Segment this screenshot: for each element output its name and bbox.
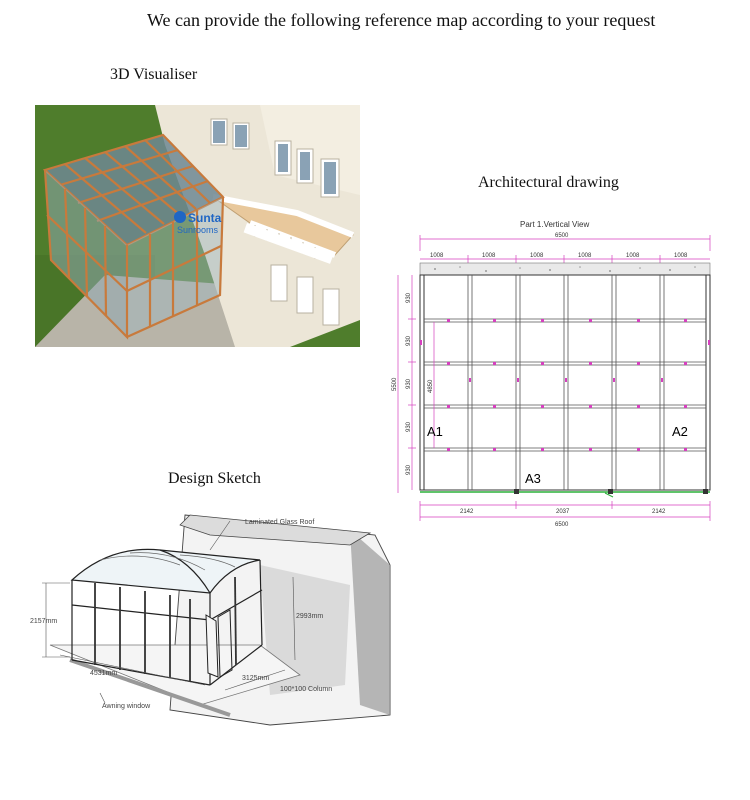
logo-brand: Sunta bbox=[188, 211, 222, 225]
top-module: 1008 bbox=[674, 253, 688, 259]
bottom-segment: 2142 bbox=[652, 509, 666, 515]
roof-note: Laminated Glass Roof bbox=[245, 519, 315, 526]
visualiser-label: 3D Visualiser bbox=[110, 66, 198, 83]
row-dim: 930 bbox=[406, 335, 412, 346]
awning-note: Awning window bbox=[102, 703, 151, 710]
row-dim: 930 bbox=[406, 292, 412, 303]
top-module: 1008 bbox=[578, 253, 592, 259]
architectural-drawing bbox=[390, 215, 725, 530]
overall-width: 6500 bbox=[555, 233, 569, 239]
bottom-segment: 2142 bbox=[460, 509, 474, 515]
mark-a1: A1 bbox=[427, 424, 443, 439]
sunta-logo-icon bbox=[174, 211, 186, 223]
sketch-label: Design Sketch bbox=[168, 470, 261, 487]
bottom-total: 6500 bbox=[555, 522, 569, 528]
inner-height: 4850 bbox=[428, 379, 434, 393]
height-left: 2157mm bbox=[30, 618, 58, 625]
row-dim: 930 bbox=[406, 421, 412, 432]
length-dim: 4531mm bbox=[90, 670, 118, 677]
top-module: 1008 bbox=[626, 253, 640, 259]
row-dim: 930 bbox=[406, 378, 412, 389]
mark-a2: A2 bbox=[672, 424, 688, 439]
width-dim: 3125mm bbox=[242, 675, 270, 682]
visualiser-render bbox=[35, 105, 360, 347]
height-right: 2993mm bbox=[296, 613, 324, 620]
logo-sub: Sunrooms bbox=[177, 225, 219, 235]
page-title: We can provide the following reference map according to your request bbox=[147, 10, 656, 30]
overall-height: 5500 bbox=[392, 377, 398, 391]
row-dim: 930 bbox=[406, 464, 412, 475]
top-module: 1008 bbox=[482, 253, 496, 259]
top-module: 1008 bbox=[530, 253, 544, 259]
view-title: Part 1.Vertical View bbox=[520, 220, 590, 229]
top-module: 1008 bbox=[430, 253, 444, 259]
mark-a3: A3 bbox=[525, 471, 541, 486]
bottom-segment: 2037 bbox=[556, 509, 570, 515]
column-note: 100*100 Column bbox=[280, 686, 333, 693]
architectural-label: Architectural drawing bbox=[478, 174, 619, 191]
design-sketch bbox=[30, 505, 395, 730]
